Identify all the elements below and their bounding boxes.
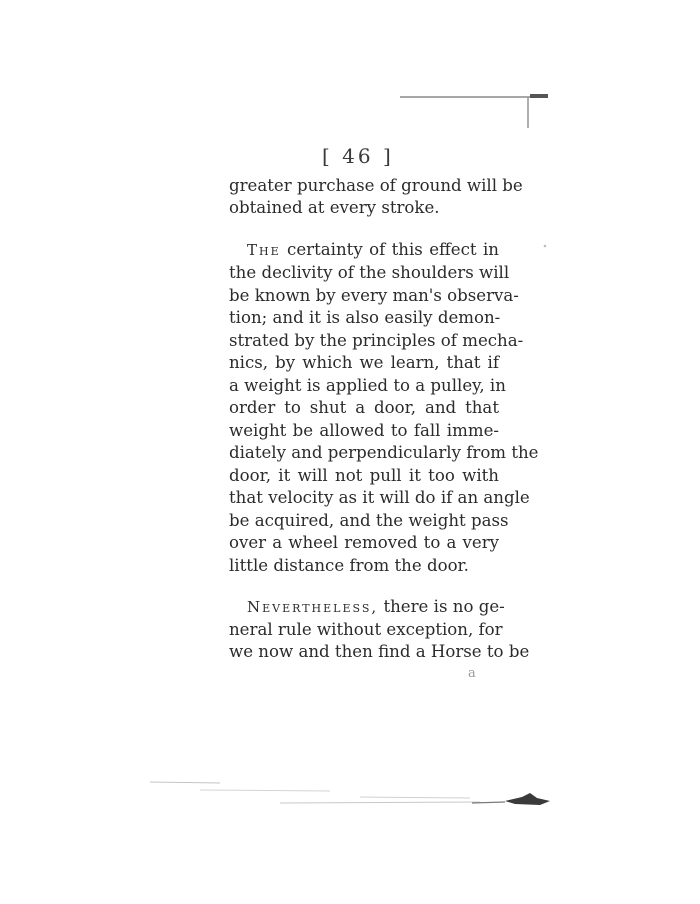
text-line: strated by the principles of mecha-	[229, 331, 524, 350]
small-caps-lead: Nevertheless,	[247, 598, 379, 616]
small-caps-lead: The	[247, 241, 281, 259]
page-number: [ 46 ]	[322, 144, 394, 168]
text-line: be acquired, and the weight pass	[229, 511, 509, 530]
text-line	[247, 239, 499, 261]
text-line: a weight is applied to a pulley, in	[229, 376, 506, 395]
catchword: a	[468, 666, 476, 681]
text-line: order to shut a door, and that	[229, 398, 499, 417]
text-line: little distance from the door.	[229, 556, 469, 575]
text-line: tion; and it is also easily demon-	[229, 308, 501, 327]
text-line: neral rule without exception, for	[229, 620, 503, 639]
text-line: we now and then find a Horse to be	[229, 642, 530, 661]
text-line	[247, 596, 505, 618]
text-line-rest: certainty of this effect in	[287, 240, 499, 259]
text-line: that velocity as it will do if an angle	[229, 488, 530, 507]
text-line: over a wheel removed to a very	[229, 533, 499, 552]
text-line: door, it will not pull it too with	[229, 466, 499, 485]
text-line: weight be allowed to fall imme-	[229, 421, 499, 440]
text-line: be known by every man's observa-	[229, 286, 519, 305]
text-line: the declivity of the shoulders will	[229, 263, 510, 282]
text-line: diately and perpendicularly from the	[229, 443, 539, 462]
text-line: obtained at every stroke.	[229, 198, 440, 217]
text-line-rest: there is no ge-	[383, 597, 505, 616]
text-line: nics, by which we learn, that if	[229, 353, 499, 372]
text-line: greater purchase of ground will be	[229, 176, 523, 195]
